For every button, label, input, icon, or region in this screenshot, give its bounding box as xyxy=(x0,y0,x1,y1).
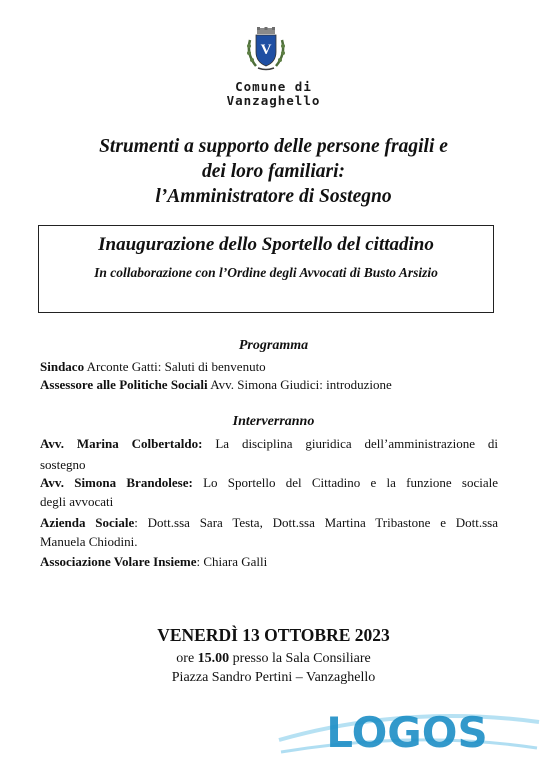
logos-watermark-logo xyxy=(275,700,543,762)
interverranno-heading: Interverranno xyxy=(232,414,315,429)
programma-text: Avv. Simona Giudici: introduzione xyxy=(207,377,392,392)
inauguration-title: Inaugurazione dello Sportello del cittadino xyxy=(98,234,434,255)
event-time: 15.00 xyxy=(197,651,230,666)
watermark-text: LOGOS xyxy=(326,708,488,757)
speaker-line xyxy=(40,435,498,452)
speaker-topic: La disciplina giuridica dell’amministrazione di xyxy=(202,436,498,451)
collaboration-note: In collaborazione con l’Ordine degli Avvocati di Busto Arsizio xyxy=(94,265,438,280)
event-address: Piazza Sandro Pertini – Vanzaghello xyxy=(171,670,376,685)
coat-of-arms-icon xyxy=(244,26,288,72)
speaker-line xyxy=(40,474,498,491)
title-line-3: l’Amministratore di Sostegno xyxy=(155,186,392,207)
programma-heading: Programma xyxy=(238,338,309,353)
comune-name: Vanzaghello xyxy=(226,93,321,108)
speaker-name: Avv. Simona Brandolese: xyxy=(40,475,193,490)
speaker-line-continued: Manuela Chiodini. xyxy=(40,534,138,549)
speaker-line xyxy=(40,514,498,531)
title-line-1: Strumenti a supporto delle persone fragili e xyxy=(99,136,448,157)
programma-text: Arconte Gatti: Saluti di benvenuto xyxy=(84,359,266,374)
programma-role: Sindaco xyxy=(40,359,85,374)
speaker-name: Associazione Volare Insieme xyxy=(40,554,197,569)
speaker-line xyxy=(40,553,498,570)
speaker-name: Avv. Marina Colbertaldo: xyxy=(40,436,203,451)
inauguration-box xyxy=(38,225,494,313)
speaker-topic: : Dott.ssa Sara Testa, Dott.ssa Martina Tribastone e Dott.ssa xyxy=(134,515,499,530)
speaker-topic: Lo Sportello del Cittadino e la funzione sociale xyxy=(192,475,498,490)
speaker-line-continued: sostegno xyxy=(40,457,86,472)
title-line-2: dei loro familiari: xyxy=(202,161,345,182)
programma-item xyxy=(40,376,498,393)
event-date: VENERDÌ 13 OTTOBRE 2023 xyxy=(157,625,390,645)
programma-role: Assessore alle Politiche Sociali xyxy=(40,377,208,392)
speaker-topic: : Chiara Galli xyxy=(196,554,268,569)
time-prefix: ore xyxy=(176,651,198,666)
event-time-venue xyxy=(0,649,547,668)
speaker-line-continued: degli avvocati xyxy=(40,494,114,509)
comune-label: Comune di xyxy=(235,79,312,94)
programma-item xyxy=(40,358,498,375)
venue: presso la Sala Consiliare xyxy=(229,651,371,666)
speaker-name: Azienda Sociale xyxy=(40,515,135,530)
crest-letter: V xyxy=(260,42,272,58)
